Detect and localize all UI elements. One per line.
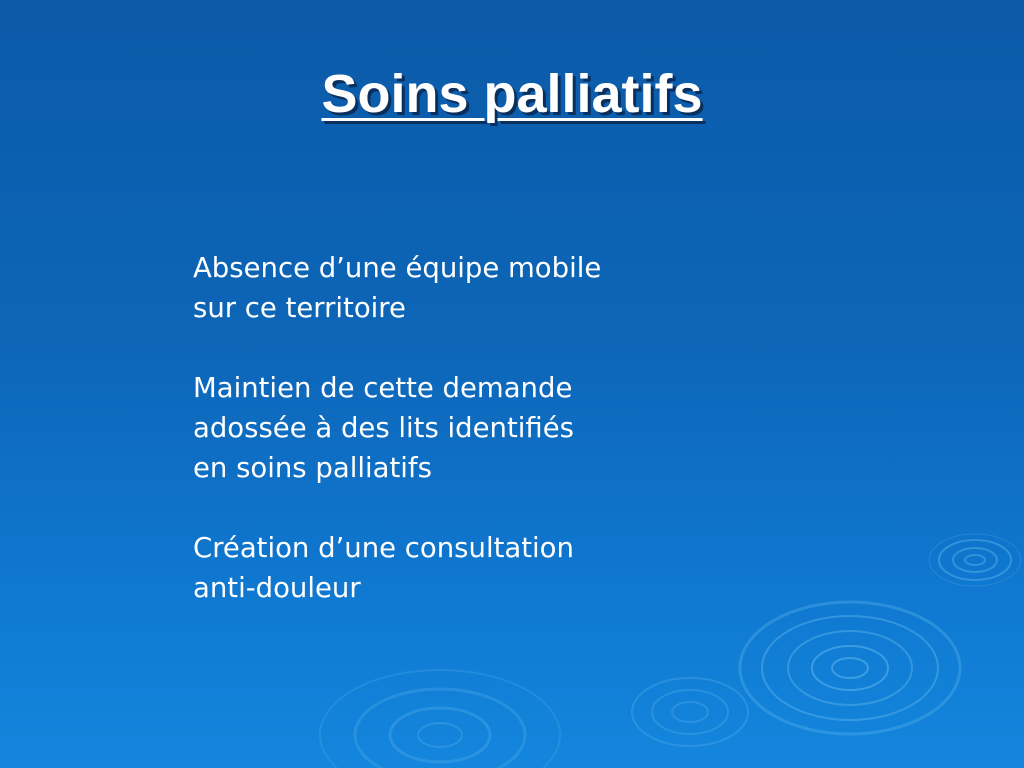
paragraph-line: Création d’une consultation xyxy=(193,532,574,564)
paragraph-equipe-mobile xyxy=(193,248,733,328)
slide-body xyxy=(193,248,733,608)
paragraph-line: Maintien de cette demande xyxy=(193,372,573,404)
paragraph-consultation xyxy=(193,528,733,608)
paragraph-line: sur ce territoire xyxy=(193,292,406,324)
paragraph-line: Absence d’une équipe mobile xyxy=(193,252,602,284)
paragraph-line: en soins palliatifs xyxy=(193,452,432,484)
paragraph-line: adossée à des lits identifiés xyxy=(193,412,574,444)
paragraph-maintien-demande xyxy=(193,368,733,488)
slide-title: Soins palliatifs xyxy=(321,64,703,124)
paragraph-line: anti-douleur xyxy=(193,572,361,604)
